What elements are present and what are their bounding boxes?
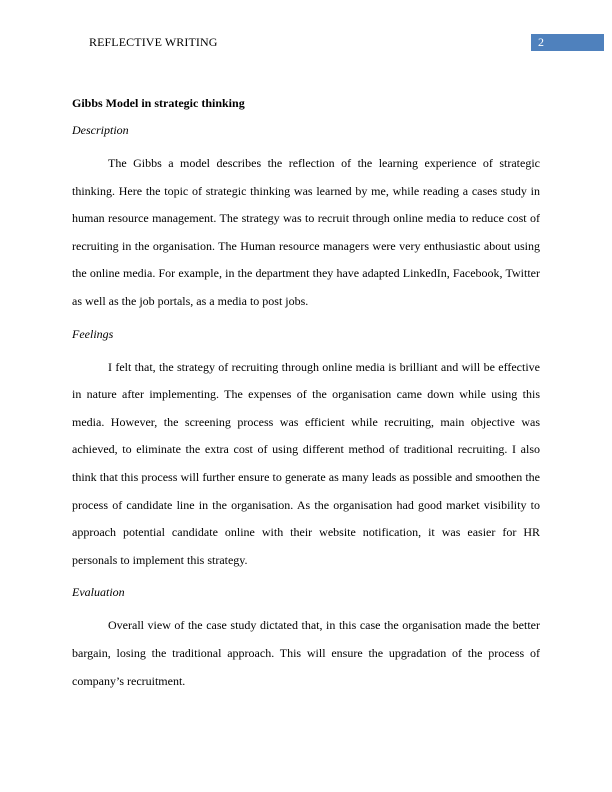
document-body: [72, 94, 540, 704]
document-heading: Gibbs Model in strategic thinking: [72, 96, 245, 110]
running-head: REFLECTIVE WRITING: [89, 35, 218, 49]
section-title-feelings: Feelings: [72, 326, 114, 341]
section-title-evaluation: Evaluation: [72, 585, 125, 600]
page-number: 2: [538, 35, 544, 49]
section-evaluation: [72, 583, 540, 695]
section-feelings: [72, 325, 540, 575]
page-number-badge: [531, 34, 604, 51]
section-paragraph-feelings: I felt that, the strategy of recruiting through online media is brilliant and will be effective in nature after implementing. The expenses of the organisation came down while using this media. However, the screening process was efficient while recruiting, main objective was achieved, to eliminate the extra cost of using different method of traditional recruiting. I also think that this process will further ensure to generate as many leads as possible and smoothen the process of candidate line in the organisation. As the organisation had good market visibility to approach potential candidate online with their website notification, it was easier for HR personals to implement this strategy.: [72, 359, 540, 567]
section-title-description: Description: [72, 123, 129, 137]
section-description: [72, 121, 540, 316]
section-paragraph-evaluation: Overall view of the case study dictated that, in this case the organisation made the better bargain, losing the traditional approach. This will ensure the upgradation of the process of company’s recruitment.: [72, 618, 540, 688]
section-paragraph-description: The Gibbs a model describes the reflection of the learning experience of strategic thinking. Here the topic of strategic thinking was learned by me, while reading a cases study in human resource management. The strategy was to recruit through online media to reduce cost of recruiting in the organisation. The Human resource managers were very enthusiastic about using the online media. For example, in the department they have adapted LinkedIn, Facebook, Twitter as well as the job portals, as a media to post jobs.: [72, 156, 540, 308]
